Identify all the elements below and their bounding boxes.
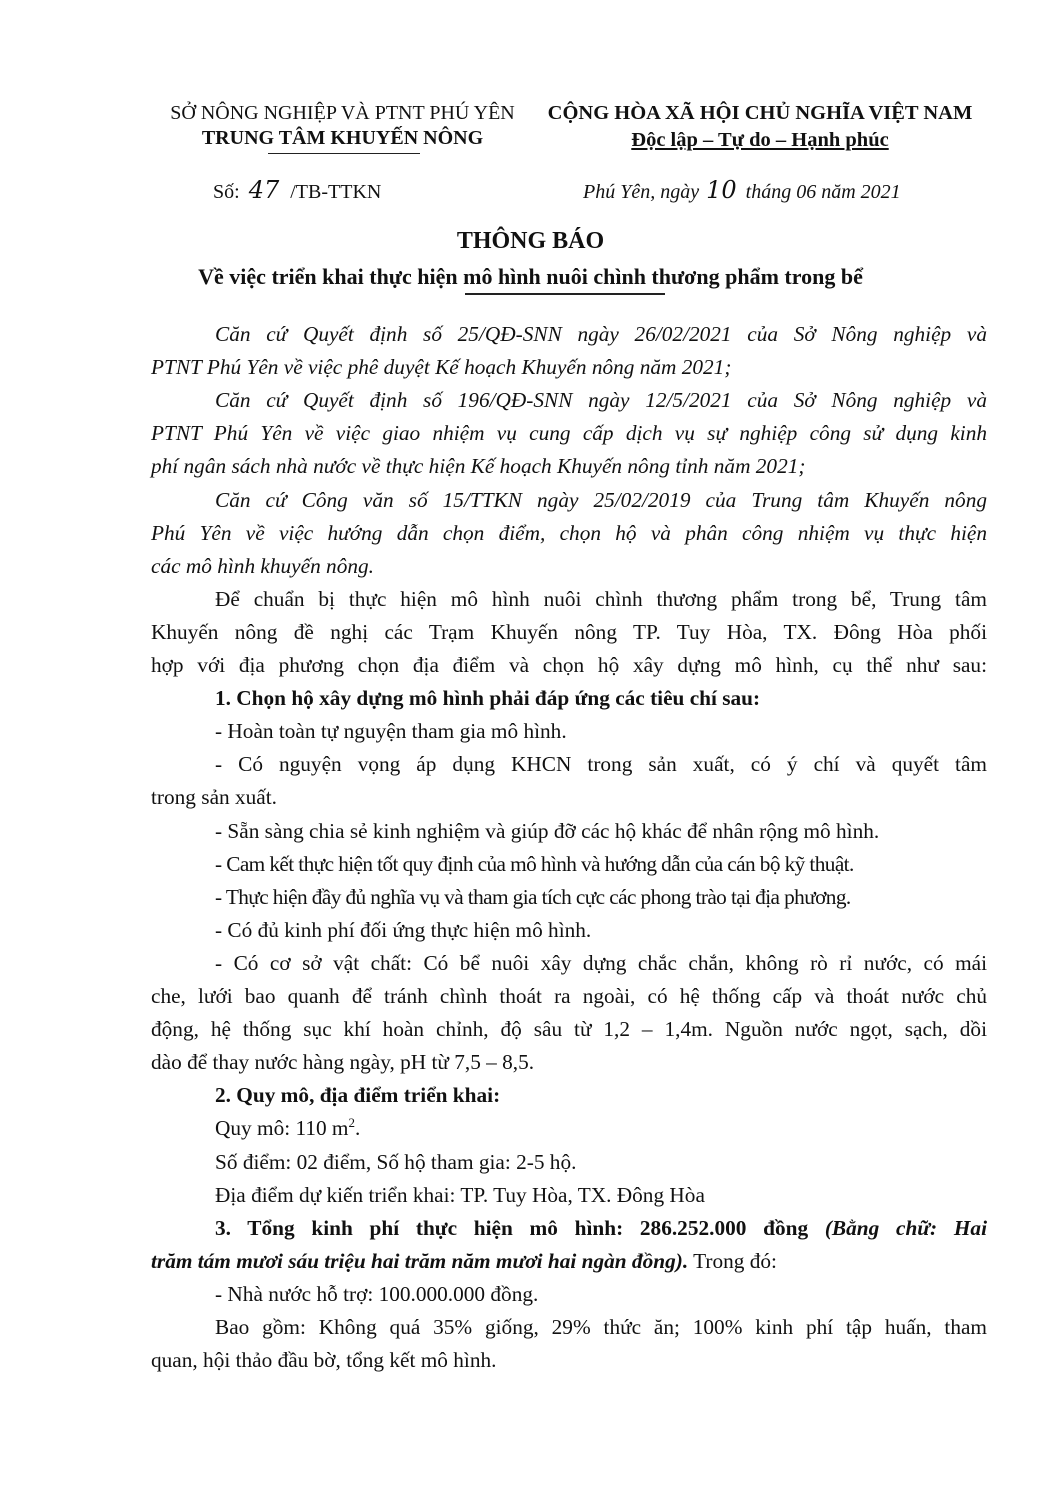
country-name: CỘNG HÒA XÃ HỘI CHỦ NGHĨA VIỆT NAM (547, 102, 973, 124)
criteria-item: che, lưới bao quanh để tránh chình thoát ra ngoài, có hệ thống cấp và thoát nước chủ (151, 984, 987, 1008)
criteria-item: - Có nguyện vọng áp dụng KHCN trong sản xuất, có ý chí và quyết tâm (215, 752, 987, 776)
support-breakdown: Bao gồm: Không quá 35% giống, 29% thức ăn; 100% kinh phí tập huấn, tham (215, 1315, 987, 1339)
basis-line: phí ngân sách nhà nước về thực hiện Kế hoạch Khuyến nông tỉnh năm 2021; (151, 454, 806, 478)
criteria-item: - Có cơ sở vật chất: Có bể nuôi xây dựng chắc chắn, không rò rỉ nước, có mái (215, 951, 987, 975)
basis-line: Căn cứ Công văn số 15/TTKN ngày 25/02/2019 của Trung tâm Khuyến nông (215, 488, 987, 512)
points-line: Số điểm: 02 điểm, Số hộ tham gia: 2-5 hộ. (215, 1150, 577, 1174)
intro-line: Khuyến nông đề nghị các Trạm Khuyến nông TP. Tuy Hòa, TX. Đông Hòa phối (151, 620, 987, 644)
intro-line: Để chuẩn bị thực hiện mô hình nuôi chình thương phẩm trong bể, Trung tâm (215, 587, 987, 611)
title-sub: Về việc triển khai thực hiện mô hình nuôi chình thương phẩm trong bể (198, 264, 863, 289)
basis-line: PTNT Phú Yên về việc giao nhiệm vụ cung cấp dịch vụ sự nghiệp công sử dụng kinh (151, 421, 987, 445)
date-prefix: Phú Yên, ngày (583, 181, 700, 203)
number-suffix: /TB-TTKN (290, 181, 382, 203)
criteria-item: - Có đủ kinh phí đối ứng thực hiện mô hình. (215, 918, 592, 942)
date-day: 10 (706, 176, 737, 204)
criteria-item: - Hoàn toàn tự nguyện tham gia mô hình. (215, 719, 567, 743)
section-3-heading (215, 1212, 987, 1245)
intro-line: hợp với địa phương chọn địa điểm và chọn hộ xây dựng mô hình, cụ thể như sau: (151, 653, 987, 677)
document-date (583, 176, 901, 204)
total-cost: 3. Tổng kinh phí thực hiện mô hình: 286.252.000 đồng (215, 1216, 809, 1240)
basis-line: Phú Yên về việc hướng dẫn chọn điểm, chọn hộ và phân công nhiệm vụ thực hiện (151, 521, 987, 545)
amount-in-words-start: (Bằng chữ: Hai (824, 1216, 988, 1240)
criteria-item: - Thực hiện đầy đủ nghĩa vụ và tham gia tích cực các phong trào tại địa phương. (215, 885, 851, 909)
including-label: Trong đó: (693, 1249, 777, 1273)
org-parent: SỞ NÔNG NGHIỆP VÀ PTNT PHÚ YÊN (170, 102, 515, 124)
amount-in-words-line (151, 1245, 987, 1278)
scale-text: Quy mô: 110 m (215, 1116, 349, 1140)
location-line: Địa điểm dự kiến triển khai: TP. Tuy Hòa, TX. Đông Hòa (215, 1183, 705, 1207)
section-2-heading: 2. Quy mô, địa điểm triển khai: (215, 1083, 501, 1107)
section-1-heading: 1. Chọn hộ xây dựng mô hình phải đáp ứng các tiêu chí sau: (215, 686, 761, 710)
basis-line: các mô hình khuyến nông. (151, 554, 374, 578)
criteria-item: - Cam kết thực hiện tốt quy định của mô hình và hướng dẫn của cán bộ kỹ thuật. (215, 852, 854, 876)
document-number (213, 176, 381, 204)
basis-line: Căn cứ Quyết định số 196/QĐ-SNN ngày 12/5/2021 của Sở Nông nghiệp và (215, 388, 987, 412)
number-value: 47 (248, 176, 280, 204)
scale-superscript: 2 (348, 1114, 356, 1130)
basis-line: Căn cứ Quyết định số 25/QĐ-SNN ngày 26/02/2021 của Sở Nông nghiệp và (215, 322, 987, 346)
state-support: - Nhà nước hỗ trợ: 100.000.000 đồng. (215, 1282, 539, 1306)
org-underline (268, 153, 420, 154)
criteria-item: dào để thay nước hàng ngày, pH từ 7,5 – 8,5. (151, 1050, 535, 1074)
scale-period: . (355, 1116, 361, 1140)
motto: Độc lập – Tự do – Hạnh phúc (631, 129, 889, 151)
title-main: THÔNG BÁO (456, 228, 605, 254)
amount-in-words-end: trăm tám mươi sáu triệu hai trăm năm mươi hai ngàn đồng). (151, 1249, 689, 1273)
criteria-item: động, hệ thống sục khí hoàn chỉnh, độ sâu từ 1,2 – 1,4m. Nguồn nước ngọt, sạch, dồi (151, 1017, 987, 1041)
scale-line (215, 1112, 1051, 1145)
support-breakdown: quan, hội thảo đầu bờ, tổng kết mô hình. (151, 1348, 497, 1372)
number-prefix: Số: (213, 181, 240, 203)
date-suffix: tháng 06 năm 2021 (745, 181, 901, 203)
criteria-item: - Sẵn sàng chia sẻ kinh nghiệm và giúp đỡ các hộ khác để nhân rộng mô hình. (215, 819, 880, 843)
criteria-item: trong sản xuất. (151, 785, 277, 809)
basis-line: PTNT Phú Yên về việc phê duyệt Kế hoạch Khuyến nông năm 2021; (151, 355, 732, 379)
org-name: TRUNG TÂM KHUYẾN NÔNG (201, 127, 484, 149)
title-underline (465, 293, 665, 295)
